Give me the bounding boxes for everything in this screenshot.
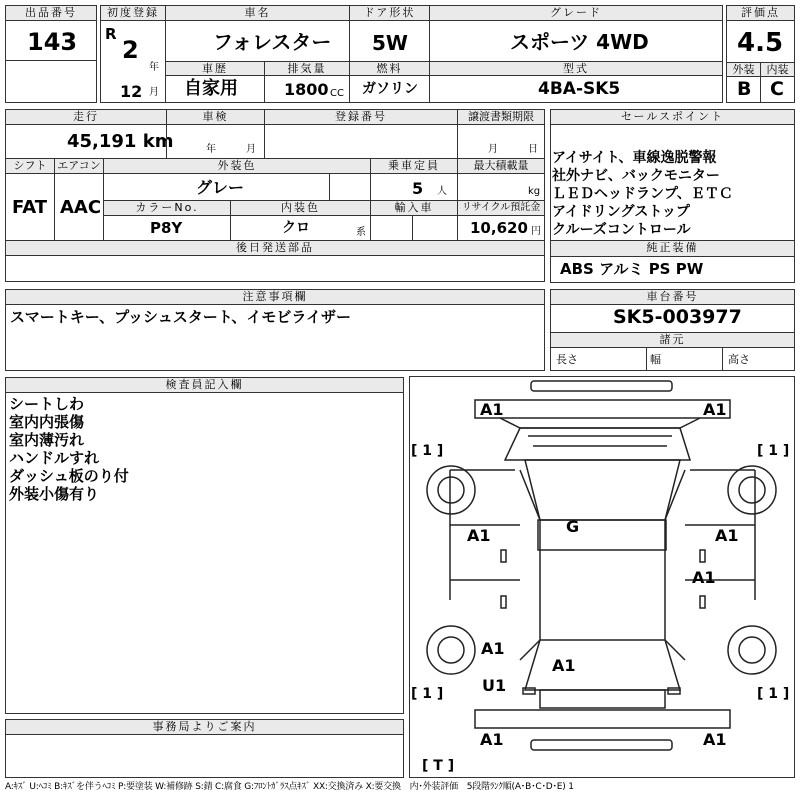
- inspection-year: 年: [206, 144, 216, 155]
- recycle-label: リサイクル預託金: [457, 200, 545, 216]
- history-label: 車歴: [165, 61, 265, 76]
- car-name: フォレスター: [213, 30, 332, 54]
- inspector-item: 室内内張傷: [9, 413, 85, 431]
- later-box: [5, 255, 545, 282]
- car-diagram: [409, 376, 795, 778]
- sales-point: クルーズコントロール: [552, 222, 691, 238]
- inspector-items: [9, 395, 129, 503]
- spec-width: 幅: [650, 353, 661, 366]
- door-label: ドア形状: [349, 5, 430, 21]
- sales-point: ＬＥＤヘッドランプ、ＥＴＣ: [552, 186, 733, 202]
- sales-points: [552, 149, 733, 239]
- displacement: 1800: [284, 80, 329, 99]
- color-no-label: カラーNo.: [103, 200, 231, 216]
- genuine: ABS アルミ PS PW: [560, 260, 704, 278]
- regno-box: [264, 124, 458, 159]
- color-no: P8Y: [150, 219, 183, 237]
- sales-point: アイドリングストップ: [552, 204, 690, 220]
- recycle: 10,620: [470, 219, 528, 237]
- history: 自家用: [184, 78, 238, 99]
- sales-point: アイサイト、車線逸脱警報: [552, 150, 717, 166]
- grade: スポーツ 4WD: [510, 30, 649, 54]
- month-unit: 月: [149, 87, 159, 98]
- inspector-label: 検査員記入欄: [5, 377, 404, 393]
- recycle-unit: 円: [531, 226, 541, 237]
- maxload-unit: kg: [528, 186, 541, 197]
- color-label: 外装色: [103, 158, 371, 174]
- legend: A:ｷｽﾞ U:ﾍｺﾐ B:ｷｽﾞを伴うﾍｺﾐ P:要塗装 W:補修跡 S:錆 C:腐食 G:ﾌﾛﾝﾄｶﾞﾗｽ点ｷｽﾞ XX:交換済み X:要交換 内･外装評価 5段階ﾗﾝｸ順(A･B･C･D･E) 1: [5, 782, 574, 792]
- mark-door-fr: A1: [715, 526, 739, 545]
- office-box: [5, 734, 404, 778]
- lot-number: 143: [27, 28, 78, 56]
- maxload-label: 最大積載量: [457, 158, 545, 174]
- grade-label: グレード: [429, 5, 723, 21]
- color-divider: [329, 173, 330, 201]
- shift-label: シフト: [5, 158, 55, 174]
- door-type: 5W: [372, 31, 408, 55]
- int-color: クロ: [282, 220, 310, 236]
- shift: FAT: [12, 197, 48, 218]
- mileage: 45,191 km: [67, 131, 174, 152]
- inspector-item: 室内薄汚れ: [9, 431, 85, 449]
- caution: スマートキー、プッシュスタート、イモビライザー: [10, 308, 351, 326]
- color: グレー: [196, 178, 245, 197]
- inspector-item: 外装小傷有り: [9, 485, 100, 503]
- tire-rr: [ 1 ]: [757, 686, 790, 702]
- chassis-label: 車台番号: [550, 289, 795, 305]
- exterior-label: 外装: [726, 62, 761, 77]
- capacity: 5: [412, 179, 424, 198]
- capacity-label: 乗車定員: [370, 158, 458, 174]
- first-reg-label: 初度登録: [100, 5, 166, 21]
- interior-label: 内装: [760, 62, 795, 77]
- mark-rear-left-low: U1: [482, 676, 507, 695]
- mark-bottom-right: A1: [703, 730, 727, 749]
- transfer-label: 譲渡書類期限: [457, 109, 545, 125]
- mark-rear-center: A1: [552, 656, 576, 675]
- sales-point: 社外ナビ、バックモニター: [552, 168, 720, 184]
- mark-bottom-left: A1: [480, 730, 504, 749]
- mileage-label: 走行: [5, 109, 167, 125]
- reg-month: 12: [120, 82, 143, 101]
- fuel-label: 燃料: [349, 61, 430, 76]
- mark-rear-left: A1: [481, 639, 505, 658]
- transfer-month: 月: [488, 144, 498, 155]
- import-box: [370, 215, 458, 241]
- ac: AAC: [60, 197, 102, 218]
- transfer-day: 日: [528, 144, 538, 155]
- inspection-label: 車検: [166, 109, 265, 125]
- sales-label: セールスポイント: [550, 109, 795, 125]
- import-label: 輸入車: [370, 200, 458, 216]
- lot-label: 出品番号: [5, 5, 97, 21]
- interior-grade: C: [770, 78, 784, 100]
- tire-fl: [ 1 ]: [411, 443, 444, 459]
- model-label: 型式: [429, 61, 723, 76]
- mark-door-fl: A1: [467, 526, 491, 545]
- exterior-grade: B: [737, 78, 752, 100]
- inspector-item: シートしわ: [9, 395, 85, 413]
- score: 4.5: [737, 28, 784, 58]
- import-divider: [412, 215, 413, 241]
- tire-rl: [ 1 ]: [411, 686, 444, 702]
- reg-year: 2: [122, 36, 139, 64]
- chassis: SK5-003977: [613, 306, 742, 328]
- era: R: [105, 25, 117, 43]
- genuine-label: 純正装備: [550, 240, 795, 257]
- spec-height: 高さ: [728, 353, 750, 366]
- inspector-item: ダッシュ板のり付: [9, 467, 129, 485]
- tire-fr: [ 1 ]: [757, 443, 790, 459]
- model: 4BA-SK5: [538, 79, 621, 99]
- int-color-unit: 系: [356, 227, 366, 238]
- ac-label: エアコン: [54, 158, 104, 174]
- year-unit: 年: [149, 62, 159, 73]
- int-color-label: 内装色: [230, 200, 371, 216]
- later-label: 後日発送部品: [5, 240, 545, 256]
- office-label: 事務局よりご案内: [5, 719, 404, 735]
- mark-top-left: A1: [480, 400, 504, 419]
- regno-label: 登録番号: [264, 109, 458, 125]
- inspection-month: 月: [246, 144, 256, 155]
- tire-spare: [ T ]: [422, 758, 455, 774]
- inspector-item: ハンドルすれ: [9, 449, 100, 467]
- spec-label: 諸元: [550, 332, 795, 348]
- mark-door-rr: A1: [692, 568, 716, 587]
- fuel: ガソリン: [362, 81, 418, 97]
- car-name-label: 車名: [165, 5, 350, 21]
- lot-box-lower: [5, 60, 97, 103]
- mark-roof: G: [566, 517, 580, 536]
- spec-length: 長さ: [556, 353, 578, 366]
- cc-unit: CC: [330, 88, 344, 99]
- score-label: 評価点: [726, 5, 795, 21]
- capacity-unit: 人: [437, 186, 447, 197]
- caution-label: 注意事項欄: [5, 289, 545, 305]
- displacement-label: 排気量: [264, 61, 350, 76]
- mark-top-right: A1: [703, 400, 727, 419]
